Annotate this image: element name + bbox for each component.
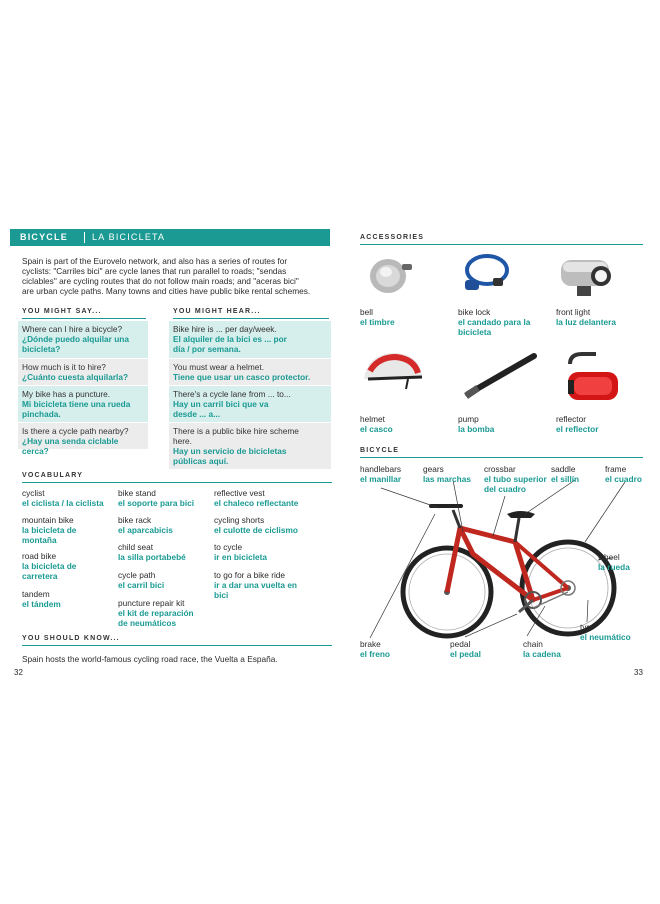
part-en: tyre (580, 622, 594, 632)
intro-line: are urban cycle paths. Many towns and cities have public bike rental schemes. (22, 286, 311, 296)
header-divider (84, 232, 85, 243)
hear-en: You must wear a helmet. (173, 362, 265, 372)
acc-es: la luz delantera (556, 317, 616, 327)
pump-image (456, 350, 546, 400)
hear-en: here. (173, 436, 192, 446)
vocab-es: el chaleco reflectante (214, 498, 299, 508)
part-en: gears (423, 464, 444, 474)
part-es: la cadena (523, 649, 561, 659)
say-phrase-4 (18, 423, 148, 456)
acc-label-pump (458, 414, 548, 434)
accessories-title: ACCESSORIES (360, 234, 425, 241)
part-es: el freno (360, 649, 390, 659)
part-label-saddle (551, 464, 601, 484)
section-header (10, 229, 330, 246)
vocab-en: tandem (22, 589, 50, 599)
hear-phrase-3 (169, 386, 331, 422)
part-label-crossbar (484, 464, 554, 494)
acc-label-reflector (556, 414, 646, 434)
page-number-right: 33 (634, 668, 643, 677)
vocab-item (118, 570, 213, 590)
say-es: pinchada. (22, 409, 61, 419)
accessories-title-line (360, 244, 643, 245)
header-spanish: LA BICICLETA (92, 232, 166, 242)
say-es: ¿Dónde puedo alquilar una (22, 334, 129, 344)
vocab-item (118, 515, 213, 535)
hear-es: desde ... a... (173, 409, 221, 419)
know-title-line (22, 645, 332, 646)
part-en: saddle (551, 464, 576, 474)
vocab-es: el aparcabicis (118, 525, 173, 535)
vocab-item (22, 589, 117, 609)
part-label-tyre (580, 622, 655, 642)
hear-es: Hay un servicio de bicicletas (173, 446, 287, 456)
part-en: pedal (450, 639, 471, 649)
vocab-es: ir en bicicleta (214, 552, 268, 562)
part-es: el pedal (450, 649, 481, 659)
front-light-image (553, 252, 623, 300)
acc-en: bell (360, 307, 373, 317)
acc-es: el reflector (556, 424, 599, 434)
vocab-en: child seat (118, 542, 154, 552)
part-en: crossbar (484, 464, 516, 474)
vocab-en: bike rack (118, 515, 152, 525)
part-label-frame (605, 464, 655, 484)
vocab-es: el culotte de ciclismo (214, 525, 298, 535)
hear-es: día / por semana. (173, 344, 241, 354)
part-en: chain (523, 639, 543, 649)
vocab-en: mountain bike (22, 515, 74, 525)
vocab-en: cycle path (118, 570, 156, 580)
vocab-es: el soporte para bici (118, 498, 195, 508)
hear-es: El alquiler de la bici es ... por (173, 334, 287, 344)
vocab-es: el kit de reparación (118, 608, 194, 618)
bicycle-title: BICYCLE (360, 447, 400, 454)
vocab-item (22, 515, 117, 545)
vocab-item (214, 488, 332, 508)
say-es: ¿Hay una senda ciclable cerca? (22, 436, 119, 456)
acc-en: bike lock (458, 307, 491, 317)
intro-line: Spain is part of the Eurovelo network, and also has a series of routes for (22, 256, 288, 266)
say-phrase-2 (18, 359, 148, 385)
vocab-es: el carril bici (118, 580, 165, 590)
vocab-item (118, 488, 213, 508)
say-es: Mi bicicleta tiene una rueda (22, 399, 131, 409)
reflector-image (556, 350, 626, 408)
vocab-item (214, 570, 332, 600)
vocab-en: to cycle (214, 542, 243, 552)
say-title: YOU MIGHT SAY... (22, 308, 102, 315)
acc-en: helmet (360, 414, 385, 424)
vocab-es: el ciclista / la ciclista (22, 498, 104, 508)
vocab-en: bike stand (118, 488, 156, 498)
acc-es: bicicleta (458, 327, 492, 337)
acc-es: el candado para la (458, 317, 531, 327)
acc-es: la bomba (458, 424, 495, 434)
bicycle-title-line (360, 457, 643, 458)
vocab-es: la bicicleta de (22, 525, 77, 535)
part-label-pedal (450, 639, 510, 659)
bell-image (360, 250, 420, 300)
acc-label-bell (360, 307, 450, 327)
bike-lock-image (455, 250, 525, 300)
hear-en: Bike hire is ... per day/week. (173, 324, 277, 334)
say-en: Where can I hire a bicycle? (22, 324, 123, 334)
part-es: la rueda (598, 562, 630, 572)
page-number-left: 32 (14, 668, 23, 677)
part-es: del cuadro (484, 484, 526, 494)
vocab-es: la silla portabebé (118, 552, 186, 562)
say-es: ¿Cuánto cuesta alquilarla? (22, 372, 129, 382)
vocab-en: cycling shorts (214, 515, 265, 525)
acc-en: front light (556, 307, 591, 317)
say-en: How much is it to hire? (22, 362, 106, 372)
part-en: handlebars (360, 464, 402, 474)
vocab-en: reflective vest (214, 488, 265, 498)
vocab-item (22, 488, 117, 508)
part-es: el tubo superior (484, 474, 547, 484)
vocab-en: puncture repair kit (118, 598, 185, 608)
hear-es: Tiene que usar un casco protector. (173, 372, 311, 382)
part-es: las marchas (423, 474, 471, 484)
vocab-item (214, 515, 332, 535)
vocab-en: cyclist (22, 488, 45, 498)
vocab-title-line (22, 482, 332, 483)
say-en: My bike has a puncture. (22, 389, 111, 399)
part-label-brake (360, 639, 420, 659)
vocab-en: road bike (22, 551, 57, 561)
hear-phrase-2 (169, 359, 331, 385)
vocab-item (22, 551, 117, 581)
say-phrase-1 (18, 321, 148, 358)
hear-title: YOU MIGHT HEAR... (173, 308, 261, 315)
vocab-item (214, 542, 332, 562)
part-es: el sillín (551, 474, 580, 484)
part-en: wheel (598, 552, 620, 562)
vocab-es: el tándem (22, 599, 61, 609)
vocab-es: ir a dar una vuelta en (214, 580, 297, 590)
intro-paragraph (22, 256, 332, 296)
acc-label-front-light (556, 307, 646, 327)
acc-label-helmet (360, 414, 450, 434)
acc-es: el casco (360, 424, 393, 434)
know-text: Spain hosts the world-famous cycling road race, the Vuelta a España. (22, 654, 278, 664)
vocab-es: bici (214, 590, 229, 600)
acc-label-bike-lock (458, 307, 553, 337)
hear-title-line (173, 318, 329, 319)
part-en: brake (360, 639, 381, 649)
hear-es: Hay un carril bici que va (173, 399, 269, 409)
vocab-item (118, 598, 213, 628)
part-label-chain (523, 639, 583, 659)
intro-line: cyclists: "Carriles bici" are cycle lanes that run parallel to roads; "sendas (22, 266, 287, 276)
part-es: el neumático (580, 632, 631, 642)
part-es: el cuadro (605, 474, 642, 484)
hear-en: There is a public bike hire scheme (173, 426, 299, 436)
vocab-es: de neumáticos (118, 618, 177, 628)
know-title: YOU SHOULD KNOW... (22, 635, 120, 642)
acc-es: el timbre (360, 317, 395, 327)
vocab-es: carretera (22, 571, 58, 581)
vocab-en: to go for a bike ride (214, 570, 286, 580)
vocab-item (118, 542, 213, 562)
part-label-handlebars (360, 464, 430, 484)
part-label-gears (423, 464, 493, 484)
part-es: el manillar (360, 474, 402, 484)
vocab-es: la bicicleta de (22, 561, 77, 571)
hear-phrase-1 (169, 321, 331, 358)
vocab-title: VOCABULARY (22, 472, 84, 479)
vocab-es: montaña (22, 535, 57, 545)
part-en: frame (605, 464, 627, 474)
part-label-wheel (598, 552, 653, 572)
say-title-line (22, 318, 146, 319)
say-en: Is there a cycle path nearby? (22, 426, 129, 436)
intro-line: ciclables" are cycling routes that do not follow main roads; and "aceras bici" (22, 276, 299, 286)
hear-en: There's a cycle lane from ... to... (173, 389, 291, 399)
acc-en: reflector (556, 414, 586, 424)
hear-es: públicas aquí. (173, 456, 229, 466)
helmet-image (358, 345, 428, 395)
acc-en: pump (458, 414, 479, 424)
header-english: BICYCLE (20, 232, 68, 242)
say-es: bicicleta? (22, 344, 61, 354)
hear-phrase-4 (169, 423, 331, 469)
say-phrase-3 (18, 386, 148, 422)
